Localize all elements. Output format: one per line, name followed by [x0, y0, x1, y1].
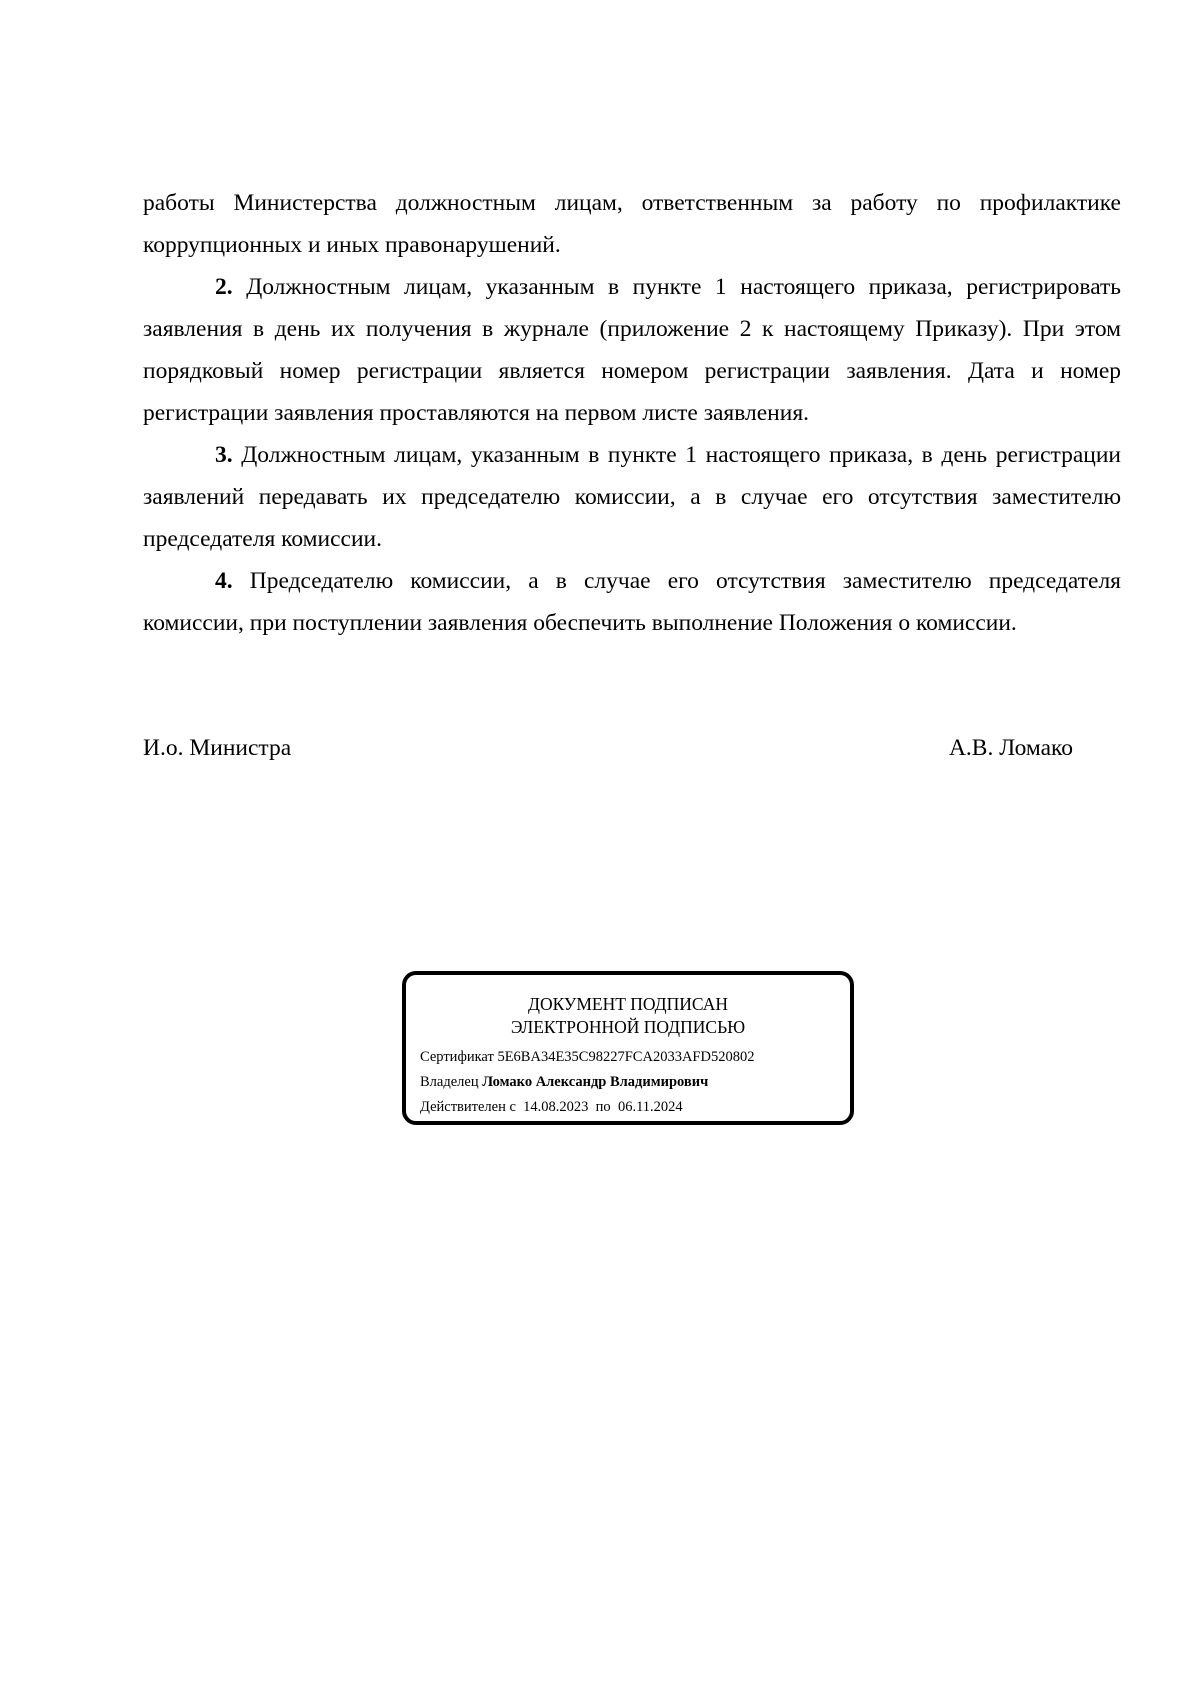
paragraph-text: Должностным лицам, указанным в пункте 1 настоящего приказа, в день регистрации заявлений передавать их председателю комиссии, а в случае его отсутствия заместителю председателя комиссии. — [143, 442, 1121, 552]
stamp-title — [406, 993, 850, 1039]
paragraph-text: работы Министерства должностным лицам, ответственным за работу по профилактике коррупционных и иных правонарушений. — [143, 190, 1121, 258]
paragraph-number: 3. — [215, 442, 233, 468]
valid-from-date: 14.08.2023 — [523, 1099, 589, 1115]
paragraph-continuation — [143, 182, 1121, 266]
paragraph-number: 2. — [215, 274, 233, 300]
paragraph-item-4 — [143, 560, 1121, 644]
stamp-validity — [420, 1097, 683, 1117]
stamp-title-line: ЭЛЕКТРОННОЙ ПОДПИСЬЮ — [510, 1017, 746, 1037]
paragraph-text: Должностным лицам, указанным в пункте 1 настоящего приказа, регистрировать заявления в день их получения в журнале (приложение 2 к настоящему Приказу). При этом порядковый номер регистрации является номером регистрации заявления. Дата и номер регистрации заявления проставляются на первом листе заявления. — [143, 274, 1122, 426]
paragraph-item-2 — [143, 266, 1121, 434]
signatory-name: А.В. Ломако — [948, 735, 1073, 761]
document-body — [143, 182, 1121, 644]
paragraph-number: 4. — [215, 568, 233, 594]
electronic-signature-stamp — [402, 971, 854, 1125]
stamp-title-line: ДОКУМЕНТ ПОДПИСАН — [528, 994, 728, 1014]
paragraph-text: Председателю комиссии, а в случае его отсутствия заместителю председателя комиссии, при поступлении заявления обеспечить выполнение Положения о комиссии. — [143, 568, 1121, 636]
paragraph-item-3 — [143, 434, 1121, 560]
stamp-owner — [420, 1072, 708, 1092]
owner-label: Владелец — [420, 1074, 479, 1090]
owner-value: Ломако Александр Владимирович — [482, 1074, 709, 1090]
certificate-value: 5E6BA34E35C98227FCA2033AFD520802 — [497, 1049, 755, 1065]
valid-from-label: Действителен с — [420, 1099, 516, 1115]
signatory-position: И.о. Министра — [143, 735, 292, 761]
certificate-label: Сертификат — [420, 1049, 494, 1065]
valid-to-date: 06.11.2024 — [617, 1099, 683, 1115]
stamp-certificate — [420, 1047, 754, 1067]
valid-to-label: по — [595, 1099, 611, 1115]
